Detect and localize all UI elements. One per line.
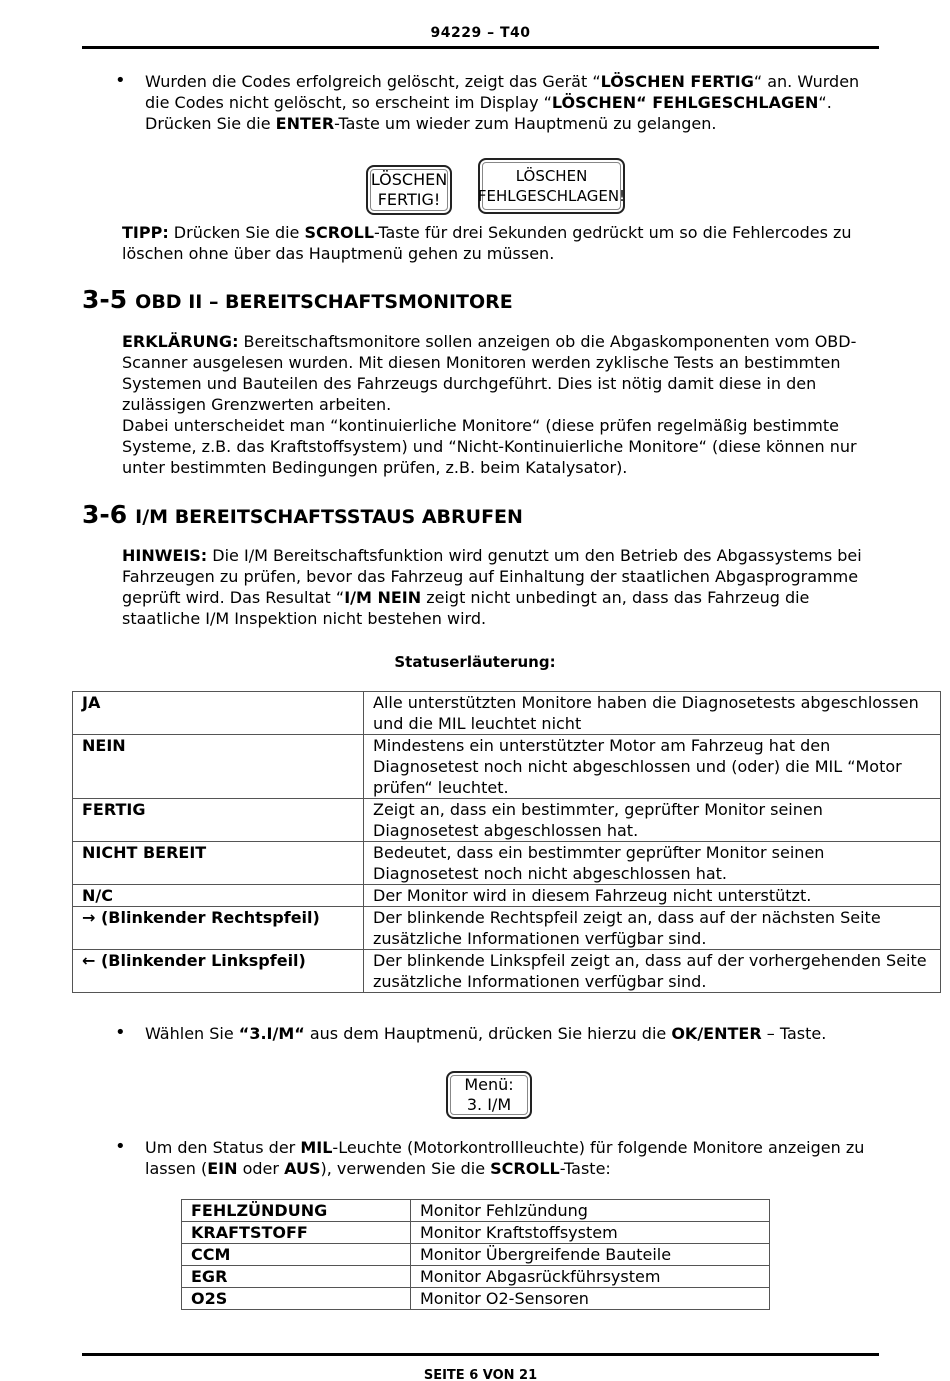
table-row: FEHLZÜNDUNG Monitor Fehlzündung <box>182 1200 770 1222</box>
explanation-paragraph: ERKLÄRUNG: Bereitschaftsmonitore sollen anzeigen ob die Abgaskomponenten vom OBD-Scanner ausgelesen wurden. Mit diesen Monitoren werden zyklische Tests an bestimmten Systemen und Bauteilen des Fahrzeugs durchgeführt. Dies ist nötig damit diese in den zulässigen Grenzwerten arbeiten. Dabei unterscheidet man “kontinuierliche Monitore“ (diese prüfen regelmäßig bestimmte Systeme, z.B. das Kraftstoffsystem) und “Nicht-Kontinuierliche Monitore“ (diese können nur unter bestimmten Bedingungen prüfen, z.B. beim Katalysator). <box>122 332 857 477</box>
footer-rule <box>82 1353 879 1356</box>
tip-paragraph: TIPP: Drücken Sie die SCROLL-Taste für drei Sekunden gedrückt um so die Fehlercodes zu löschen ohne über das Hauptmenü gehen zu müssen. <box>122 223 852 263</box>
page-header: 94229 – T40 <box>430 25 531 41</box>
bullet-select-menu: Wählen Sie “3.I/M“ aus dem Hauptmenü, drücken Sie hierzu die OK/ENTER – Taste. <box>145 1024 827 1043</box>
note-paragraph: HINWEIS: Die I/M Bereitschaftsfunktion wird genutzt um den Betrieb des Abgassystems bei Fahrzeugen zu prüfen, bevor das Fahrzeug auf Einhaltung der staatlichen Abgasprogramme geprüft wird. Das Resultat “I/M NEIN zeigt nicht unbedingt an, dass das Fahrzeug die staatliche I/M Inspektion nicht bestehen wird. <box>122 546 862 628</box>
table-row: O2S Monitor O2-Sensoren <box>182 1288 770 1310</box>
display-line: LÖSCHEN <box>515 167 588 185</box>
status-table <box>72 691 941 993</box>
table-row: FERTIG Zeigt an, dass ein bestimmter, geprüfter Monitor seinen Diagnosetest abgeschlossen hat. <box>73 799 941 842</box>
table-row: NICHT BEREIT Bedeutet, dass ein bestimmter geprüfter Monitor seinen Diagnosetest noch nicht abgeschlossen hat. <box>73 842 941 885</box>
bullet-marker: • <box>115 70 126 91</box>
section-heading-3-5: 3-5 OBD II – BEREITSCHAFTSMONITORE <box>82 285 513 314</box>
table-row: KRAFTSTOFF Monitor Kraftstoffsystem <box>182 1222 770 1244</box>
bullet-marker: • <box>115 1022 126 1043</box>
bullet-mil-status: Um den Status der MIL-Leuchte (Motorkontrollleuchte) für folgende Monitore anzeigen zu lassen (EIN oder AUS), verwenden Sie die SCROLL-Taste: <box>145 1138 865 1178</box>
status-table-title: Statuserläuterung: <box>394 653 556 671</box>
page-footer: SEITE 6 VON 21 <box>423 1368 538 1381</box>
display-line: LÖSCHEN <box>370 170 448 189</box>
header-rule <box>82 46 879 49</box>
table-row: EGR Monitor Abgasrückführsystem <box>182 1266 770 1288</box>
table-row: ← (Blinkender Linkspfeil) Der blinkende Linkspfeil zeigt an, dass auf der vorhergehenden Seite zusätzliche Informationen verfügbar sind. <box>73 950 941 993</box>
display-line: Menü: <box>464 1075 514 1094</box>
table-row: → (Blinkender Rechtspfeil) Der blinkende Rechtspfeil zeigt an, dass auf der nächsten Seite zusätzliche Informationen verfügbar sind. <box>73 907 941 950</box>
table-row: NEIN Mindestens ein unterstützter Motor am Fahrzeug hat den Diagnosetest noch nicht abgeschlossen und (oder) die MIL “Motor prüfen“ leuchtet. <box>73 735 941 799</box>
table-row: JA Alle unterstützten Monitore haben die Diagnosetests abgeschlossen und die MIL leuchtet nicht <box>73 692 941 735</box>
display-clear-failed <box>478 158 625 214</box>
monitor-table <box>181 1199 770 1310</box>
table-row: N/C Der Monitor wird in diesem Fahrzeug nicht unterstützt. <box>73 885 941 907</box>
bullet-clear-result: Wurden die Codes erfolgreich gelöscht, zeigt das Gerät “LÖSCHEN FERTIG“ an. Wurden die Codes nicht gelöscht, so erscheint im Display “LÖSCHEN“ FEHLGESCHLAGEN“. Drücken Sie die ENTER-Taste um wieder zum Hauptmenü zu gelangen. <box>145 72 860 133</box>
display-line: FERTIG! <box>377 190 441 209</box>
display-line: 3. I/M <box>466 1095 512 1114</box>
display-clear-done <box>366 165 452 215</box>
section-heading-3-6: 3-6 I/M BEREITSCHAFTSSTAUS ABRUFEN <box>82 500 523 529</box>
table-row: CCM Monitor Übergreifende Bauteile <box>182 1244 770 1266</box>
display-line: FEHLGESCHLAGEN! <box>477 187 626 205</box>
bullet-marker: • <box>115 1136 126 1157</box>
display-menu-im <box>446 1071 532 1119</box>
